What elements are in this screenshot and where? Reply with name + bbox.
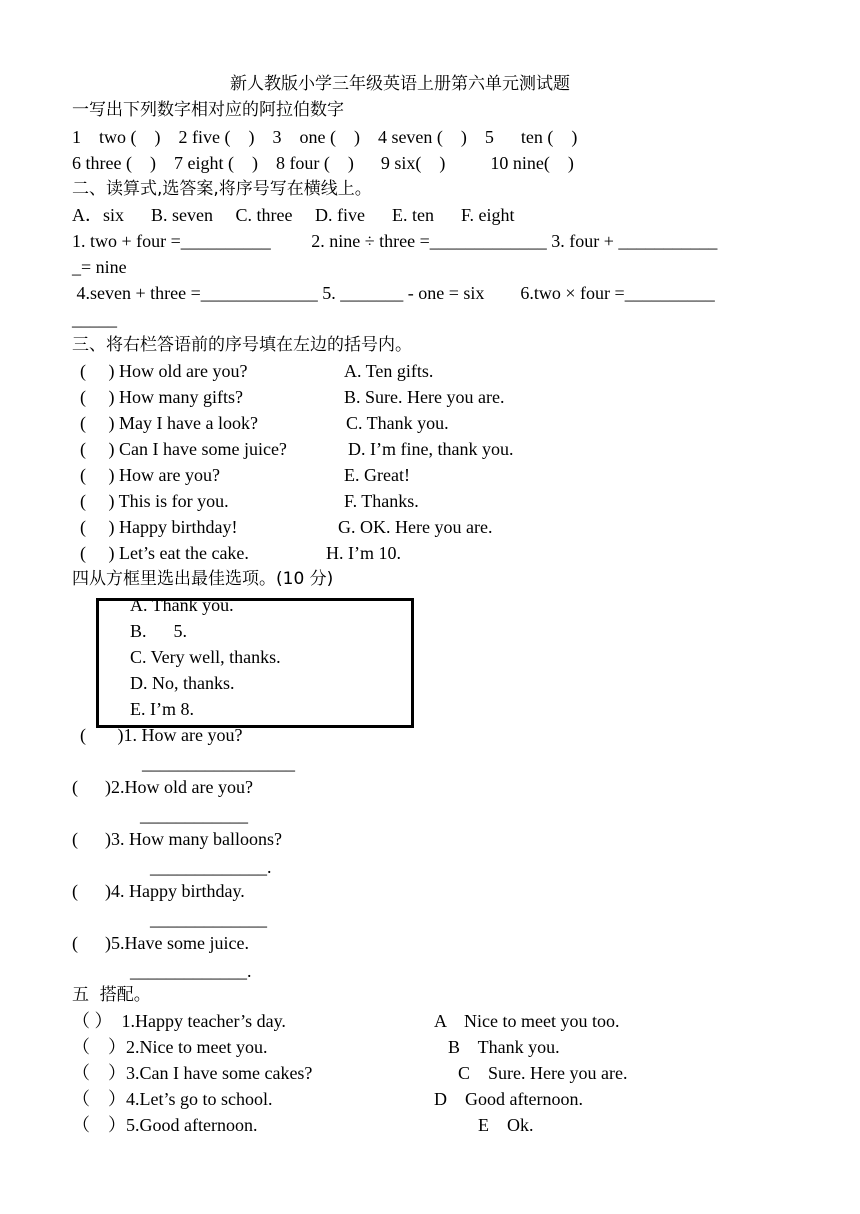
- s2-options: A．six B. seven C. three D. five E. ten F. eight: [72, 205, 515, 225]
- s3-question: ( ) How are you?: [80, 465, 220, 485]
- s5-answer: D Good afternoon.: [434, 1089, 583, 1109]
- s3-answer: G. OK. Here you are.: [338, 517, 493, 537]
- s4-question: ( )2.How old are you?: [72, 777, 253, 797]
- s1-line-1: 1 two ( ) 2 five ( ) 3 one ( ) 4 seven ( ) 5 ten ( ): [72, 127, 578, 147]
- s2-question-line-2: 4.seven + three =_____________ 5. _______ - one = six 6.two × four =__________: [72, 283, 715, 303]
- s3-answer: C. Thank you.: [346, 413, 449, 433]
- s5-question: （ ）4.Let’s go to school.: [72, 1089, 273, 1109]
- s5-answer: E Ok.: [478, 1115, 534, 1135]
- section-3-heading: 三、将右栏答语前的序号填在左边的括号内。: [72, 335, 412, 355]
- s3-question: ( ) Can I have some juice?: [80, 439, 287, 459]
- s4-answer-blank: _____________.: [150, 857, 272, 877]
- s4-answer-blank: _____________: [150, 909, 267, 929]
- s4-answer-blank: ____________: [140, 805, 248, 825]
- s3-answer: A. Ten gifts.: [344, 361, 434, 381]
- s5-answer: C Sure. Here you are.: [458, 1063, 628, 1083]
- s5-answer: A Nice to meet you too.: [434, 1011, 620, 1031]
- box-option: D. No, thanks.: [130, 673, 235, 693]
- s5-question: （ ）3.Can I have some cakes?: [72, 1063, 313, 1083]
- page-title: 新人教版小学三年级英语上册第六单元测试题: [230, 74, 570, 94]
- box-option: A. Thank you.: [130, 595, 234, 615]
- s5-question: （ ）5.Good afternoon.: [72, 1115, 258, 1135]
- s3-question: ( ) Happy birthday!: [80, 517, 238, 537]
- s2-question-line-1: 1. two + four =__________ 2. nine ÷ three =_____________ 3. four + ___________: [72, 231, 718, 251]
- s3-answer: D. I’m fine, thank you.: [348, 439, 514, 459]
- s3-question: ( ) How old are you?: [80, 361, 248, 381]
- s3-answer: E. Great!: [344, 465, 410, 485]
- section-2-heading: 二、读算式,选答案,将序号写在横线上。: [72, 179, 372, 199]
- section-5-heading: 五 搭配。: [72, 985, 151, 1005]
- s3-question: ( ) May I have a look?: [80, 413, 258, 433]
- s4-question: ( )5.Have some juice.: [72, 933, 249, 953]
- s4-question: ( )1. How are you?: [80, 725, 243, 745]
- section-4-heading: 四从方框里选出最佳选项。(10 分): [72, 569, 334, 589]
- box-option: B. 5.: [130, 621, 188, 641]
- s4-question: ( )4. Happy birthday.: [72, 881, 245, 901]
- s3-answer: H. I’m 10.: [326, 543, 401, 563]
- box-option: E. I’m 8.: [130, 699, 194, 719]
- s4-answer-blank: _____________.: [130, 961, 252, 981]
- s5-question: （ ）2.Nice to meet you.: [72, 1037, 268, 1057]
- s4-question: ( )3. How many balloons?: [72, 829, 282, 849]
- s3-answer: B. Sure. Here you are.: [344, 387, 505, 407]
- box-option: C. Very well, thanks.: [130, 647, 281, 667]
- s3-question: ( ) This is for you.: [80, 491, 229, 511]
- s3-answer: F. Thanks.: [344, 491, 419, 511]
- s3-question: ( ) Let’s eat the cake.: [80, 543, 249, 563]
- s5-question: （ ） 1.Happy teacher’s day.: [72, 1011, 286, 1031]
- s2-question-line-2-cont: _____: [72, 309, 117, 329]
- s4-answer-blank: _________________: [142, 753, 295, 773]
- s3-question: ( ) How many gifts?: [80, 387, 243, 407]
- section-1-heading: 一写出下列数字相对应的阿拉伯数字: [72, 100, 344, 120]
- s1-line-2: 6 three ( ) 7 eight ( ) 8 four ( ) 9 six( ) 10 nine( ): [72, 153, 574, 173]
- s2-question-line-1-cont: _= nine: [72, 257, 127, 277]
- s5-answer: B Thank you.: [448, 1037, 560, 1057]
